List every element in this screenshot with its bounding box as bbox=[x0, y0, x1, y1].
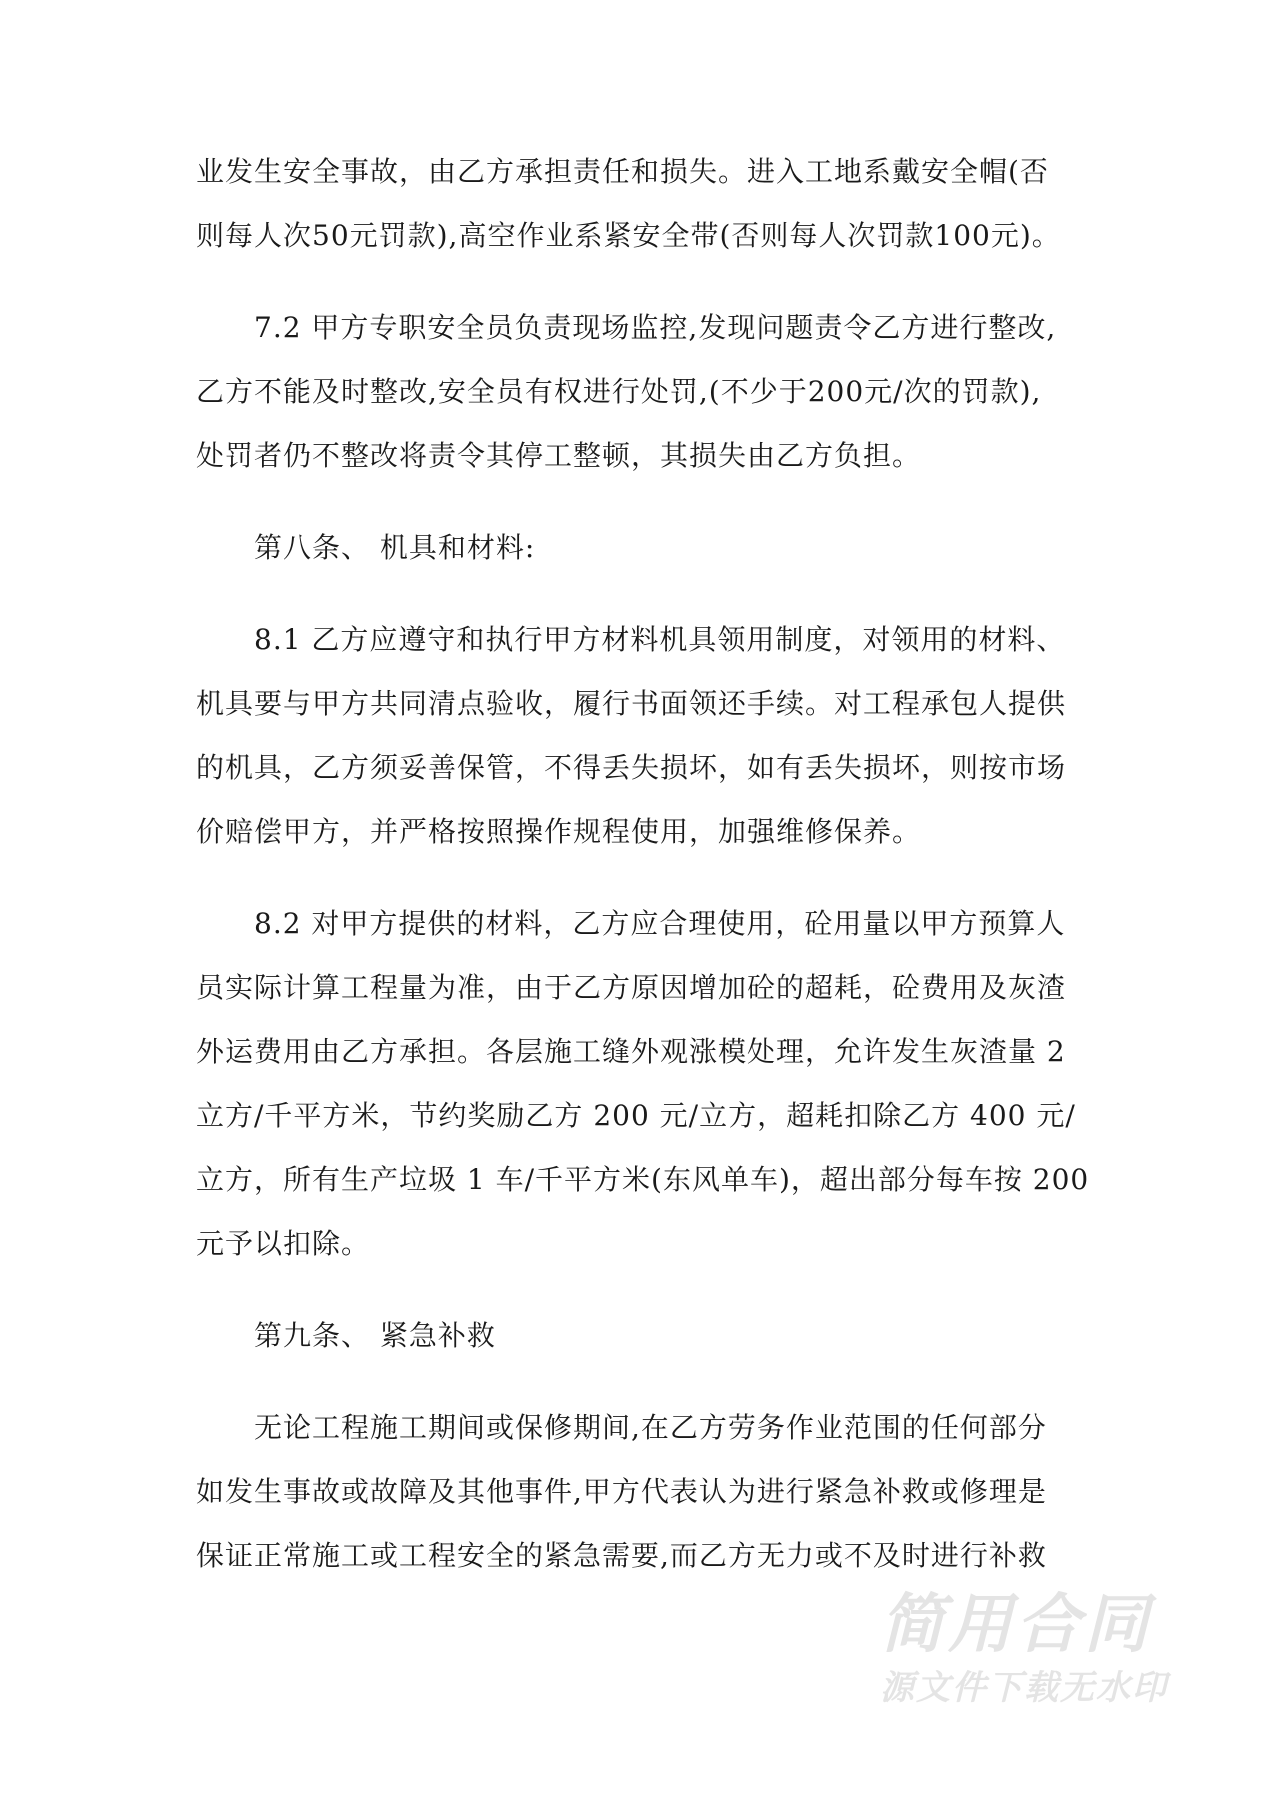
text-line: 价赔偿甲方，并严格按照操作规程使用，加强维修保养。 bbox=[196, 815, 922, 848]
text-line: 如发生事故或故障及其他事件,甲方代表认为进行紧急补救或修理是 bbox=[196, 1475, 1047, 1508]
section-heading-article-9 bbox=[196, 1304, 1094, 1368]
clause-7-2 bbox=[196, 296, 1094, 488]
text-line: 8.1 乙方应遵守和执行甲方材料机具领用制度，对领用的材料、 bbox=[254, 623, 1066, 656]
text-line: 无论工程施工期间或保修期间,在乙方劳务作业范围的任何部分 bbox=[254, 1411, 1047, 1444]
text-line: 的机具，乙方须妥善保管，不得丢失损坏，如有丢失损坏，则按市场 bbox=[196, 751, 1067, 784]
text-line: 保证正常施工或工程安全的紧急需要,而乙方无力或不及时进行补救 bbox=[196, 1539, 1047, 1572]
text-line: 业发生安全事故，由乙方承担责任和损失。进入工地系戴安全帽(否 bbox=[196, 155, 1049, 188]
text-line: 立方，所有生产垃圾 1 车/千平方米(东风单车)，超出部分每车按 200 bbox=[196, 1163, 1090, 1196]
text-line: 元予以扣除。 bbox=[196, 1227, 371, 1260]
text-line: 外运费用由乙方承担。各层施工缝外观涨模处理，允许发生灰渣量 2 bbox=[196, 1035, 1066, 1068]
watermark-brand: 简用合同 bbox=[880, 1588, 1152, 1662]
text-line: 处罚者仍不整改将责令其停工整顿，其损失由乙方负担。 bbox=[196, 439, 922, 472]
heading-text: 第九条、 紧急补救 bbox=[254, 1319, 496, 1352]
text-line: 员实际计算工程量为准，由于乙方原因增加砼的超耗，砼费用及灰渣 bbox=[196, 971, 1067, 1004]
heading-text: 第八条、 机具和材料: bbox=[254, 531, 536, 564]
clause-8-2 bbox=[196, 892, 1094, 1276]
clause-8-1 bbox=[196, 608, 1094, 864]
watermark-caption: 源文件下载无水印 bbox=[880, 1668, 1168, 1708]
clause-emergency-remedy bbox=[196, 1396, 1094, 1588]
text-line: 则每人次50元罚款),高空作业系紧安全带(否则每人次罚款100元)。 bbox=[196, 219, 1061, 252]
text-line: 机具要与甲方共同清点验收，履行书面领还手续。对工程承包人提供 bbox=[196, 687, 1067, 720]
document-page bbox=[196, 140, 1094, 1616]
paragraph-safety-continuation bbox=[196, 140, 1094, 268]
text-line: 8.2 对甲方提供的材料，乙方应合理使用，砼用量以甲方预算人 bbox=[254, 907, 1066, 940]
section-heading-article-8 bbox=[196, 516, 1094, 580]
text-line: 乙方不能及时整改,安全员有权进行处罚,(不少于200元/次的罚款), bbox=[196, 375, 1042, 408]
text-line: 立方/千平方米，节约奖励乙方 200 元/立方，超耗扣除乙方 400 元/ bbox=[196, 1099, 1076, 1132]
text-line: 7.2 甲方专职安全员负责现场监控,发现问题责令乙方进行整改, bbox=[254, 311, 1057, 344]
